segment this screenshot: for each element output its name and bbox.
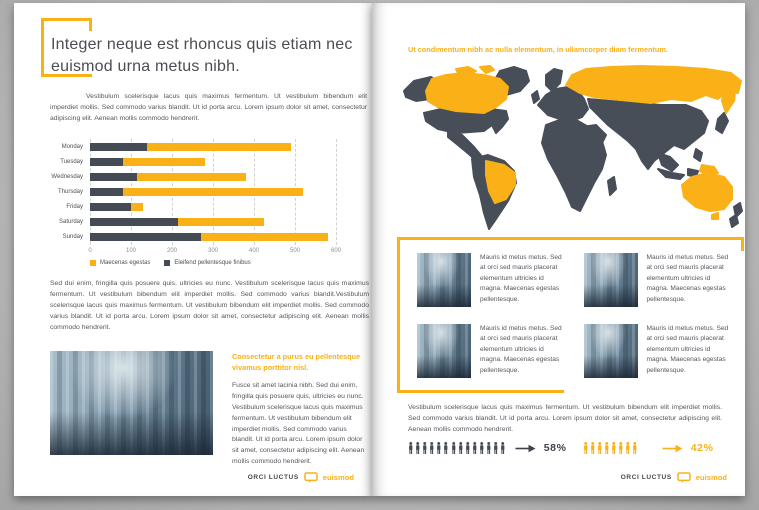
chart-category-label: Wednesday bbox=[51, 173, 83, 180]
person-icon bbox=[436, 442, 442, 454]
body-paragraph: Vestibulum scelerisque lacus quis maximus fermentum. Ut vestibulum bibendum elit imperdiet mollis. Sed commodo varius blandit. Ut id porta arcu. Lorem ipsum dolor sit amet, consectetur adipiscing elit. Aenean mollis commodo hendrerit. bbox=[408, 404, 722, 433]
card-photo bbox=[417, 253, 471, 307]
map-region-canada bbox=[426, 73, 508, 113]
legend-swatch-dark bbox=[164, 260, 170, 266]
page-footer bbox=[621, 472, 727, 483]
chart-row bbox=[50, 154, 336, 169]
page-title: Integer neque est rhoncus quis etiam nec euismod urna metus nibh. bbox=[51, 36, 353, 76]
map-region-new-zealand bbox=[730, 203, 742, 227]
frame-bottom-edge bbox=[397, 390, 564, 393]
bar-segment-yellow bbox=[123, 188, 303, 196]
map-region-russia bbox=[566, 66, 741, 103]
legend-swatch-yellow bbox=[90, 260, 96, 266]
pictogram-group-dark bbox=[408, 442, 567, 454]
feature-heading: Consectetur a purus eu pellentesque vivamus porttitor nisl. bbox=[232, 352, 361, 372]
person-icons bbox=[583, 442, 638, 454]
x-tick-label: 300 bbox=[207, 248, 219, 254]
person-icon bbox=[597, 442, 603, 454]
pictogram-value: 58% bbox=[543, 442, 567, 454]
chart-bar bbox=[90, 218, 336, 226]
person-icon bbox=[443, 442, 449, 454]
person-icon bbox=[590, 442, 596, 454]
legend-label: Eleifend pellentesque finibus bbox=[174, 260, 251, 266]
chart-category-label: Tuesday bbox=[60, 158, 83, 165]
legend-item bbox=[164, 260, 250, 266]
stacked-bar-chart bbox=[50, 137, 340, 269]
chart-row bbox=[50, 230, 336, 245]
bar-segment-yellow bbox=[137, 173, 246, 181]
chart-row bbox=[50, 214, 336, 229]
photo-card bbox=[584, 253, 735, 307]
card-grid bbox=[417, 253, 734, 378]
pictogram-row bbox=[408, 439, 724, 457]
person-icon bbox=[604, 442, 610, 454]
x-tick-label: 500 bbox=[289, 248, 301, 254]
chart-row bbox=[50, 139, 336, 154]
section-heading: Ut condimentum nibh ac nulla elementum, in ullamcorper diam fermentum. bbox=[408, 45, 668, 54]
highlight-frame bbox=[397, 237, 744, 393]
map-region-uk bbox=[532, 91, 539, 103]
map-region-japan bbox=[716, 113, 728, 133]
logo-text: euismod bbox=[322, 473, 354, 482]
bar-segment-yellow bbox=[201, 233, 328, 241]
chart-category-label: Saturday bbox=[58, 219, 83, 226]
chart-bars bbox=[50, 139, 336, 245]
bar-segment-yellow bbox=[123, 158, 205, 166]
pictogram-value: 42% bbox=[690, 442, 714, 454]
bar-segment-yellow bbox=[147, 143, 291, 151]
frame-top-edge bbox=[397, 237, 744, 240]
card-text: Mauris id metus metus. Sed at orci sed mauris placerat elementum ultricies id magna. Maecenas egestas pellentesque. bbox=[480, 325, 562, 374]
frame-right-stub bbox=[741, 237, 744, 251]
person-icon bbox=[500, 442, 506, 454]
person-icon bbox=[583, 442, 589, 454]
chart-category-label: Friday bbox=[66, 203, 83, 210]
feature-paragraph: Fusce sit amet lacinia nibh. Sed dui enim, fringilla quis posuere quis, ultricies eu nunc. Vestibulum scelerisque lacus quis maximus fermentum. Ut vestibulum bibendum elit imperdiet mollis. Sed commodo varius blandit. Ut id porta arcu. Lorem ipsum dolor sit amet, consectetur adipiscing elit. Aenean mollis commodo hendrerit. bbox=[232, 382, 365, 466]
person-icon bbox=[632, 442, 638, 454]
bar-segment-dark bbox=[90, 143, 147, 151]
photo-card bbox=[417, 324, 568, 378]
card-text: Mauris id metus metus. Sed at orci sed mauris placerat elementum ultricies id magna. Maecenas egestas pellentesque. bbox=[646, 254, 729, 303]
legend-item bbox=[90, 260, 150, 266]
right-page bbox=[372, 3, 745, 496]
person-icon bbox=[479, 442, 485, 454]
frame-left-edge bbox=[397, 237, 400, 393]
person-icons bbox=[408, 442, 506, 454]
card-photo bbox=[584, 253, 638, 307]
chart-row bbox=[50, 169, 336, 184]
card-text: Mauris id metus metus. Sed at orci sed mauris placerat elementum ultricies id magna. Maecenas egestas pellentesque. bbox=[480, 254, 562, 303]
person-icon bbox=[618, 442, 624, 454]
street-photo bbox=[50, 351, 213, 455]
chart-bar bbox=[90, 233, 336, 241]
left-page bbox=[14, 3, 372, 496]
chart-x-axis bbox=[88, 248, 342, 256]
person-icon bbox=[472, 442, 478, 454]
brand-name: ORCI LUCTUS bbox=[247, 474, 299, 481]
arrow-right-icon bbox=[662, 444, 683, 453]
gridline bbox=[336, 139, 337, 245]
person-icon bbox=[458, 442, 464, 454]
chart-bar bbox=[90, 158, 336, 166]
chart-row bbox=[50, 199, 336, 214]
chart-bar bbox=[90, 143, 336, 151]
bar-segment-dark bbox=[90, 203, 131, 211]
person-icon bbox=[625, 442, 631, 454]
photo-card bbox=[417, 253, 568, 307]
bar-segment-yellow bbox=[131, 203, 143, 211]
page-footer bbox=[248, 472, 354, 483]
map-region-tasmania bbox=[712, 213, 718, 219]
arrow-right-icon bbox=[515, 444, 536, 453]
person-icon bbox=[451, 442, 457, 454]
x-tick-label: 600 bbox=[330, 248, 342, 254]
bar-segment-dark bbox=[90, 233, 201, 241]
x-tick-label: 100 bbox=[125, 248, 137, 254]
bar-segment-yellow bbox=[178, 218, 264, 226]
map-region-madagascar bbox=[608, 177, 616, 195]
brand-name: ORCI LUCTUS bbox=[620, 474, 672, 481]
speech-bubble-icon bbox=[677, 472, 691, 483]
map-region-philippines bbox=[694, 149, 702, 161]
pictogram-group-yellow bbox=[583, 442, 714, 454]
chart-bar bbox=[90, 188, 336, 196]
bar-segment-dark bbox=[90, 188, 123, 196]
x-tick-label: 400 bbox=[248, 248, 260, 254]
photo-card bbox=[584, 324, 735, 378]
bar-segment-dark bbox=[90, 218, 178, 226]
body-paragraph: Sed dui enim, fringilla quis posuere quis, ultricies eu nunc. Vestibulum scelerisque lacus quis maximus fermentum. Ut vestibulum bibendum elit imperdiet mollis. Sed commodo varius blandit.Vestibulum scelerisque lacus quis maximus fermentum. Ut vestibulum bibendum elit imperdiet mollis. Sed commodo varius blandit. Ut id porta arcu. Lorem ipsum dolor sit amet, consectetur adipiscing elit. Aenean mollis commodo hendrerit. bbox=[50, 280, 369, 331]
chart-category-label: Monday bbox=[61, 143, 83, 150]
map-region-kamchatka bbox=[722, 75, 736, 113]
person-icon bbox=[611, 442, 617, 454]
chart-bar bbox=[90, 173, 336, 181]
world-map bbox=[396, 61, 746, 231]
card-text: Mauris id metus metus. Sed at orci sed mauris placerat elementum ultricies id magna. Maecenas egestas pellentesque. bbox=[646, 325, 729, 374]
person-icon bbox=[493, 442, 499, 454]
person-icon bbox=[422, 442, 428, 454]
logo-text: euismod bbox=[695, 473, 727, 482]
person-icon bbox=[429, 442, 435, 454]
chart-bar bbox=[90, 203, 336, 211]
chart-row bbox=[50, 184, 336, 199]
speech-bubble-icon bbox=[304, 472, 318, 483]
person-icon bbox=[465, 442, 471, 454]
x-tick-label: 0 bbox=[88, 248, 92, 254]
intro-paragraph: Vestibulum scelerisque lacus quis maximus fermentum. Ut vestibulum bibendum elit imperdiet mollis. Sed commodo varius blandit. Ut id porta arcu. Lorem ipsum dolor sit amet, consectetur adipiscing elit. Aenean mollis commodo hendrerit. bbox=[50, 93, 367, 122]
person-icon bbox=[486, 442, 492, 454]
bar-segment-dark bbox=[90, 158, 123, 166]
chart-category-label: Sunday bbox=[62, 234, 83, 241]
bar-segment-dark bbox=[90, 173, 137, 181]
legend-label: Maecenas egestas bbox=[100, 260, 151, 266]
card-photo bbox=[584, 324, 638, 378]
map-region-australia bbox=[682, 173, 732, 211]
chart-category-label: Thursday bbox=[57, 188, 83, 195]
person-icon bbox=[408, 442, 414, 454]
person-icon bbox=[415, 442, 421, 454]
map-region-se-asia bbox=[658, 153, 678, 171]
x-tick-label: 200 bbox=[166, 248, 178, 254]
card-photo bbox=[417, 324, 471, 378]
chart-legend bbox=[90, 260, 251, 266]
